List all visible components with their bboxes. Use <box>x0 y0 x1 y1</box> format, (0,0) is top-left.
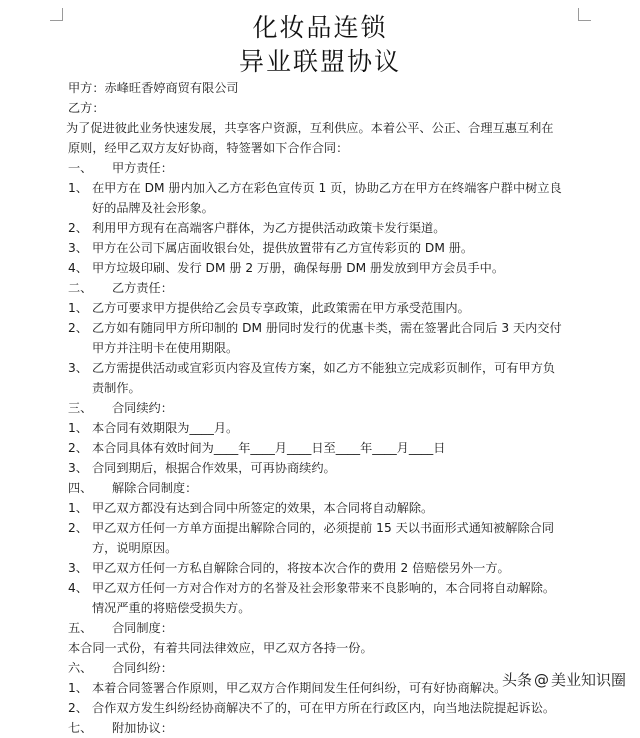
section-number: 三、 <box>68 401 93 415</box>
list-item: 1、 本合同有效期限为____月。 <box>68 421 239 435</box>
list-item: 2、 合作双方发生纠纷经协商解决不了的，可在甲方所在行政区内，向当地法院提起诉讼。 <box>68 701 556 715</box>
list-item: 2、 乙方如有随同甲方所印制的 DM 册同时发行的优惠卡类，需在签署此合同后 3 天内交付 甲方并注明卡在使用期限。 <box>68 321 562 355</box>
section-heading <box>68 718 568 738</box>
document-body <box>68 78 568 738</box>
list-item: 1、 甲乙双方都没有达到合同中所签定的效果，本合同将自动解除。 <box>68 501 434 515</box>
section-heading <box>68 478 568 498</box>
list-item: 3、 合同到期后，根据合作效果，可再协商续约。 <box>68 461 336 475</box>
section-title: 乙方责任： <box>112 281 173 295</box>
list-item: 1、 乙方可要求甲方提供给乙会员专享政策，此政策需在甲方承受范围内。 <box>68 301 470 315</box>
section-title: 合同纠纷： <box>112 661 173 675</box>
list-item: 2、 利用甲方现有在高端客户群体，为乙方提供活动政策卡发行渠道。 <box>68 221 446 235</box>
section-text: 本合同一式份，有着共同法律效应，甲乙双方各持一份。 <box>68 641 373 655</box>
list-item: 3、 甲乙双方任何一方私自解除合同的，将按本次合作的费用 2 倍赔偿另外一方。 <box>68 561 510 575</box>
section-number: 七、 <box>68 721 93 735</box>
section-number: 二、 <box>68 281 93 295</box>
doc-title-line1: 化妆品连锁 <box>252 13 388 42</box>
section-number: 五、 <box>68 621 93 635</box>
list-item: 3、 甲方在公司下属店面收银台处，提供放置带有乙方宣传彩页的 DM 册。 <box>68 241 474 255</box>
section-heading <box>68 618 568 638</box>
party-a: 甲方：赤峰旺香婷商贸有限公司 <box>68 81 239 95</box>
list-item: 2、 甲乙双方任何一方单方面提出解除合同的，必须提前 15 天以书面形式通知被解除合同 方，说明原因。 <box>68 521 555 555</box>
section-heading <box>68 158 568 178</box>
section-heading <box>68 398 568 418</box>
section-title: 合同制度： <box>112 621 173 635</box>
list-item: 4、 甲方垃圾印刷、发行 DM 册 2 万册，确保每册 DM 册发放到甲方会员手中。 <box>68 261 505 275</box>
list-item: 4、 甲乙双方任何一方对合作对方的名誉及社会形象带来不良影响的，本合同将自动解除。 情况严重的将赔偿受损失方。 <box>68 581 556 615</box>
section-title: 附加协议： <box>112 721 173 735</box>
section-number: 一、 <box>68 161 93 175</box>
watermark <box>502 669 626 690</box>
list-item: 3、 乙方需提供活动或宣彩页内容及宣传方案，如乙方不能独立完成彩页制作，可有甲方负 责制作。 <box>68 361 556 395</box>
doc-title-line2: 异业联盟协议 <box>238 47 401 76</box>
section-title: 解除合同制度： <box>112 481 198 495</box>
watermark-name: 美业知识圈 <box>550 671 626 689</box>
section-title: 合同续约： <box>112 401 173 415</box>
section-number: 四、 <box>68 481 93 495</box>
section-number: 六、 <box>68 661 93 675</box>
at-icon: @ <box>533 670 549 689</box>
party-b: 乙方： <box>68 101 105 115</box>
list-item: 2、 本合同具体有效时间为____年____月____日至____年____月____日 <box>68 441 446 455</box>
watermark-prefix: 头条 <box>501 671 532 689</box>
section-heading <box>68 278 568 298</box>
intro-line: 为了促进彼此业务快速发展，共享客户资源，互利供应。本着公平、公正、合理互惠互利在 <box>66 121 554 135</box>
intro-line: 原则，经甲乙双方友好协商，特签署如下合作合同： <box>68 141 349 155</box>
list-item: 1、 在甲方在 DM 册内加入乙方在彩色宣传页 1 页，协助乙方在甲方在终端客户群中树立良 好的品牌及社会形象。 <box>68 181 562 215</box>
section-heading <box>68 658 568 678</box>
list-item: 1、 本着合同签署合作原则，甲乙双方合作期间发生任何纠纷，可有好协商解决。 <box>68 681 507 695</box>
section-title: 甲方责任： <box>112 161 173 175</box>
